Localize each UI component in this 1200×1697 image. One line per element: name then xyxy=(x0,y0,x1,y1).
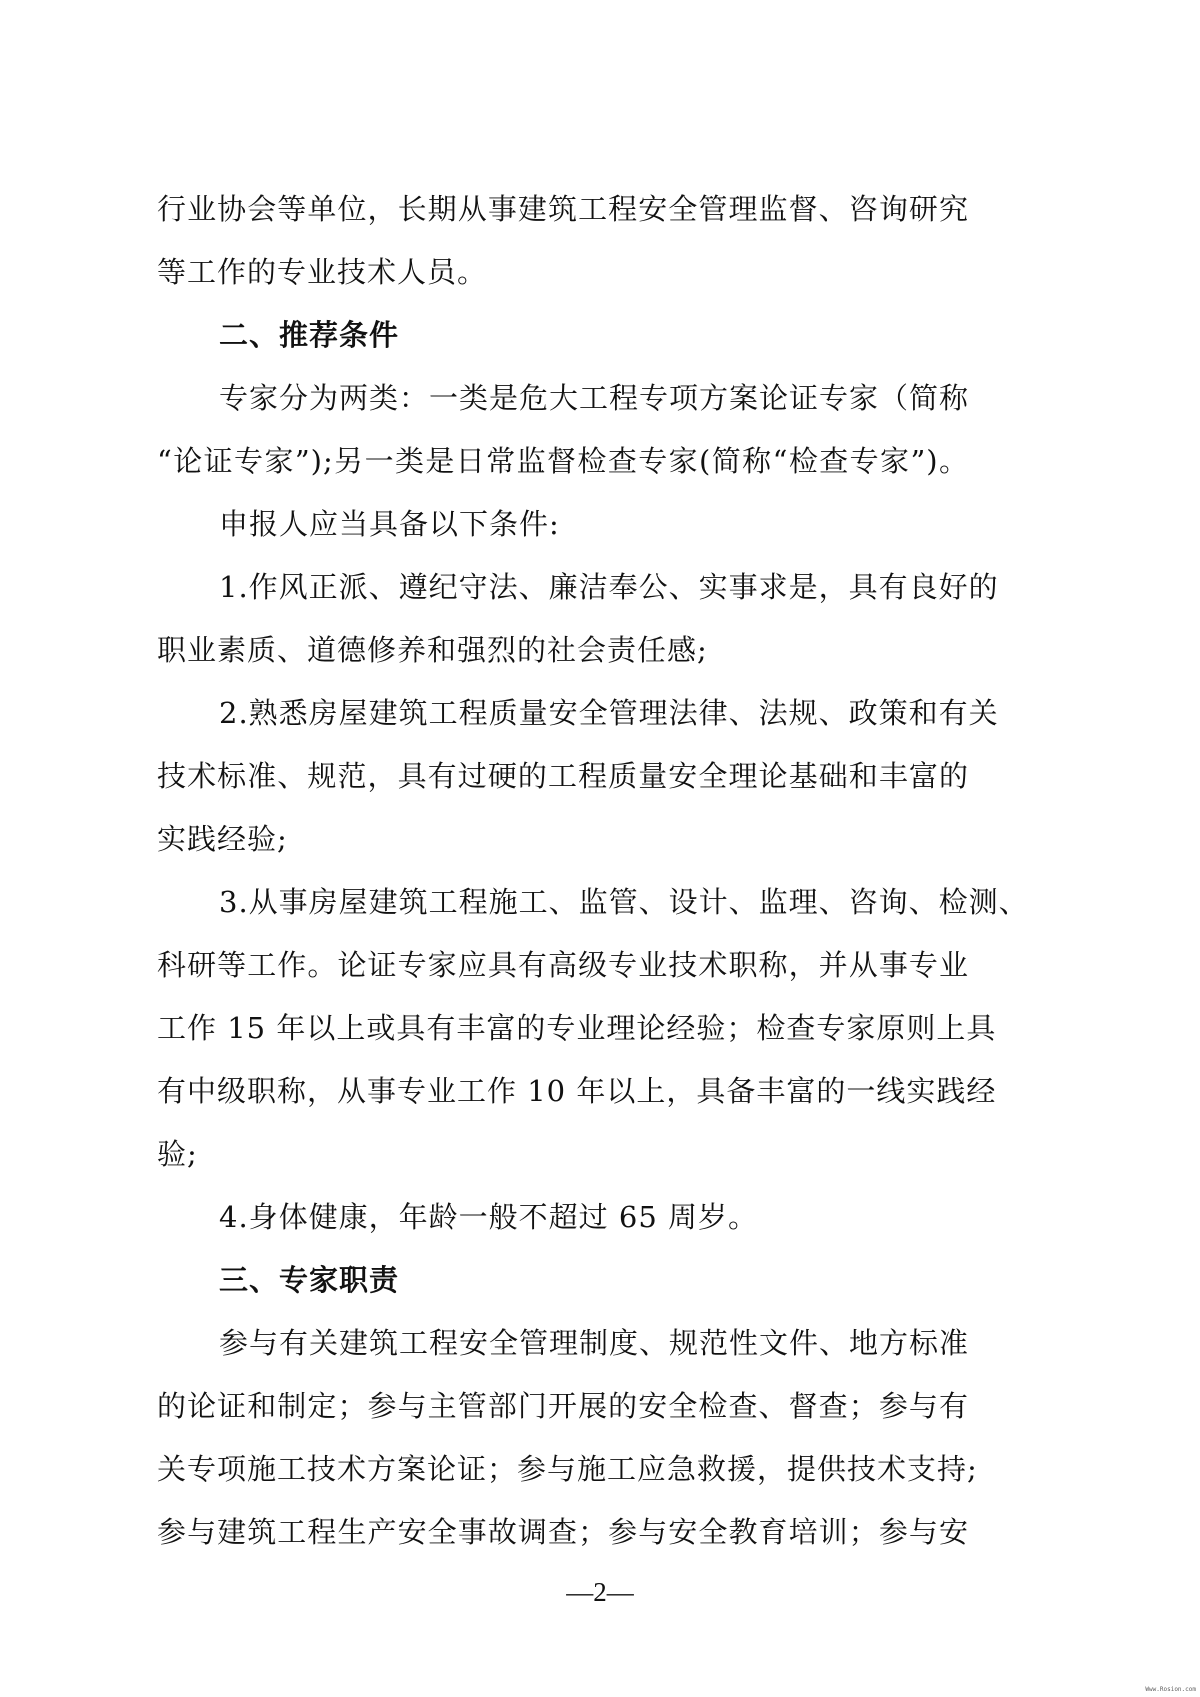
text-line: 参与有关建筑工程安全管理制度、规范性文件、地方标准 xyxy=(219,1326,970,1360)
page-number: —2— xyxy=(566,1577,634,1607)
watermark: Www.Rosion.com xyxy=(1145,1686,1196,1693)
text-line: 关专项施工技术方案论证；参与施工应急救援，提供技术支持; xyxy=(157,1452,978,1486)
text-line: 职业素质、道德修养和强烈的社会责任感; xyxy=(157,633,708,667)
list-item-2: 2.熟悉房屋建筑工程质量安全管理法律、法规、政策和有关 xyxy=(219,696,999,730)
text-line: 实践经验; xyxy=(157,822,288,856)
text-line: 工作 15 年以上或具有丰富的专业理论经验；检查专家原则上具 xyxy=(157,1011,997,1045)
section-heading-expert-duties: 三、专家职责 xyxy=(219,1263,400,1297)
text-line: 参与建筑工程生产安全事故调查；参与安全教育培训；参与安 xyxy=(157,1515,969,1549)
text-line: 申报人应当具备以下条件: xyxy=(219,507,560,541)
list-item-1: 1.作风正派、遵纪守法、廉洁奉公、实事求是，具有良好的 xyxy=(219,570,999,604)
text-line: 行业协会等单位，长期从事建筑工程安全管理监督、咨询研究 xyxy=(157,192,969,226)
text-line: “论证专家”);另一类是日常监督检查专家(简称“检查专家”)。 xyxy=(157,444,969,478)
text-line: 技术标准、规范，具有过硬的工程质量安全理论基础和丰富的 xyxy=(157,759,969,793)
text-line: 有中级职称，从事专业工作 10 年以上，具备丰富的一线实践经 xyxy=(157,1074,997,1108)
text-line: 科研等工作。论证专家应具有高级专业技术职称，并从事专业 xyxy=(157,948,969,982)
section-heading-recommendation-conditions: 二、推荐条件 xyxy=(219,318,400,352)
text-line: 的论证和制定；参与主管部门开展的安全检查、督查；参与有 xyxy=(157,1389,969,1423)
text-line: 等工作的专业技术人员。 xyxy=(157,255,488,289)
text-line: 专家分为两类：一类是危大工程专项方案论证专家（简称 xyxy=(219,381,970,415)
text-line: 验; xyxy=(157,1137,198,1171)
document-page xyxy=(157,178,1029,1564)
list-item-4: 4.身体健康，年龄一般不超过 65 周岁。 xyxy=(219,1200,759,1234)
list-item-3: 3.从事房屋建筑工程施工、监管、设计、监理、咨询、检测、 xyxy=(219,885,1029,919)
